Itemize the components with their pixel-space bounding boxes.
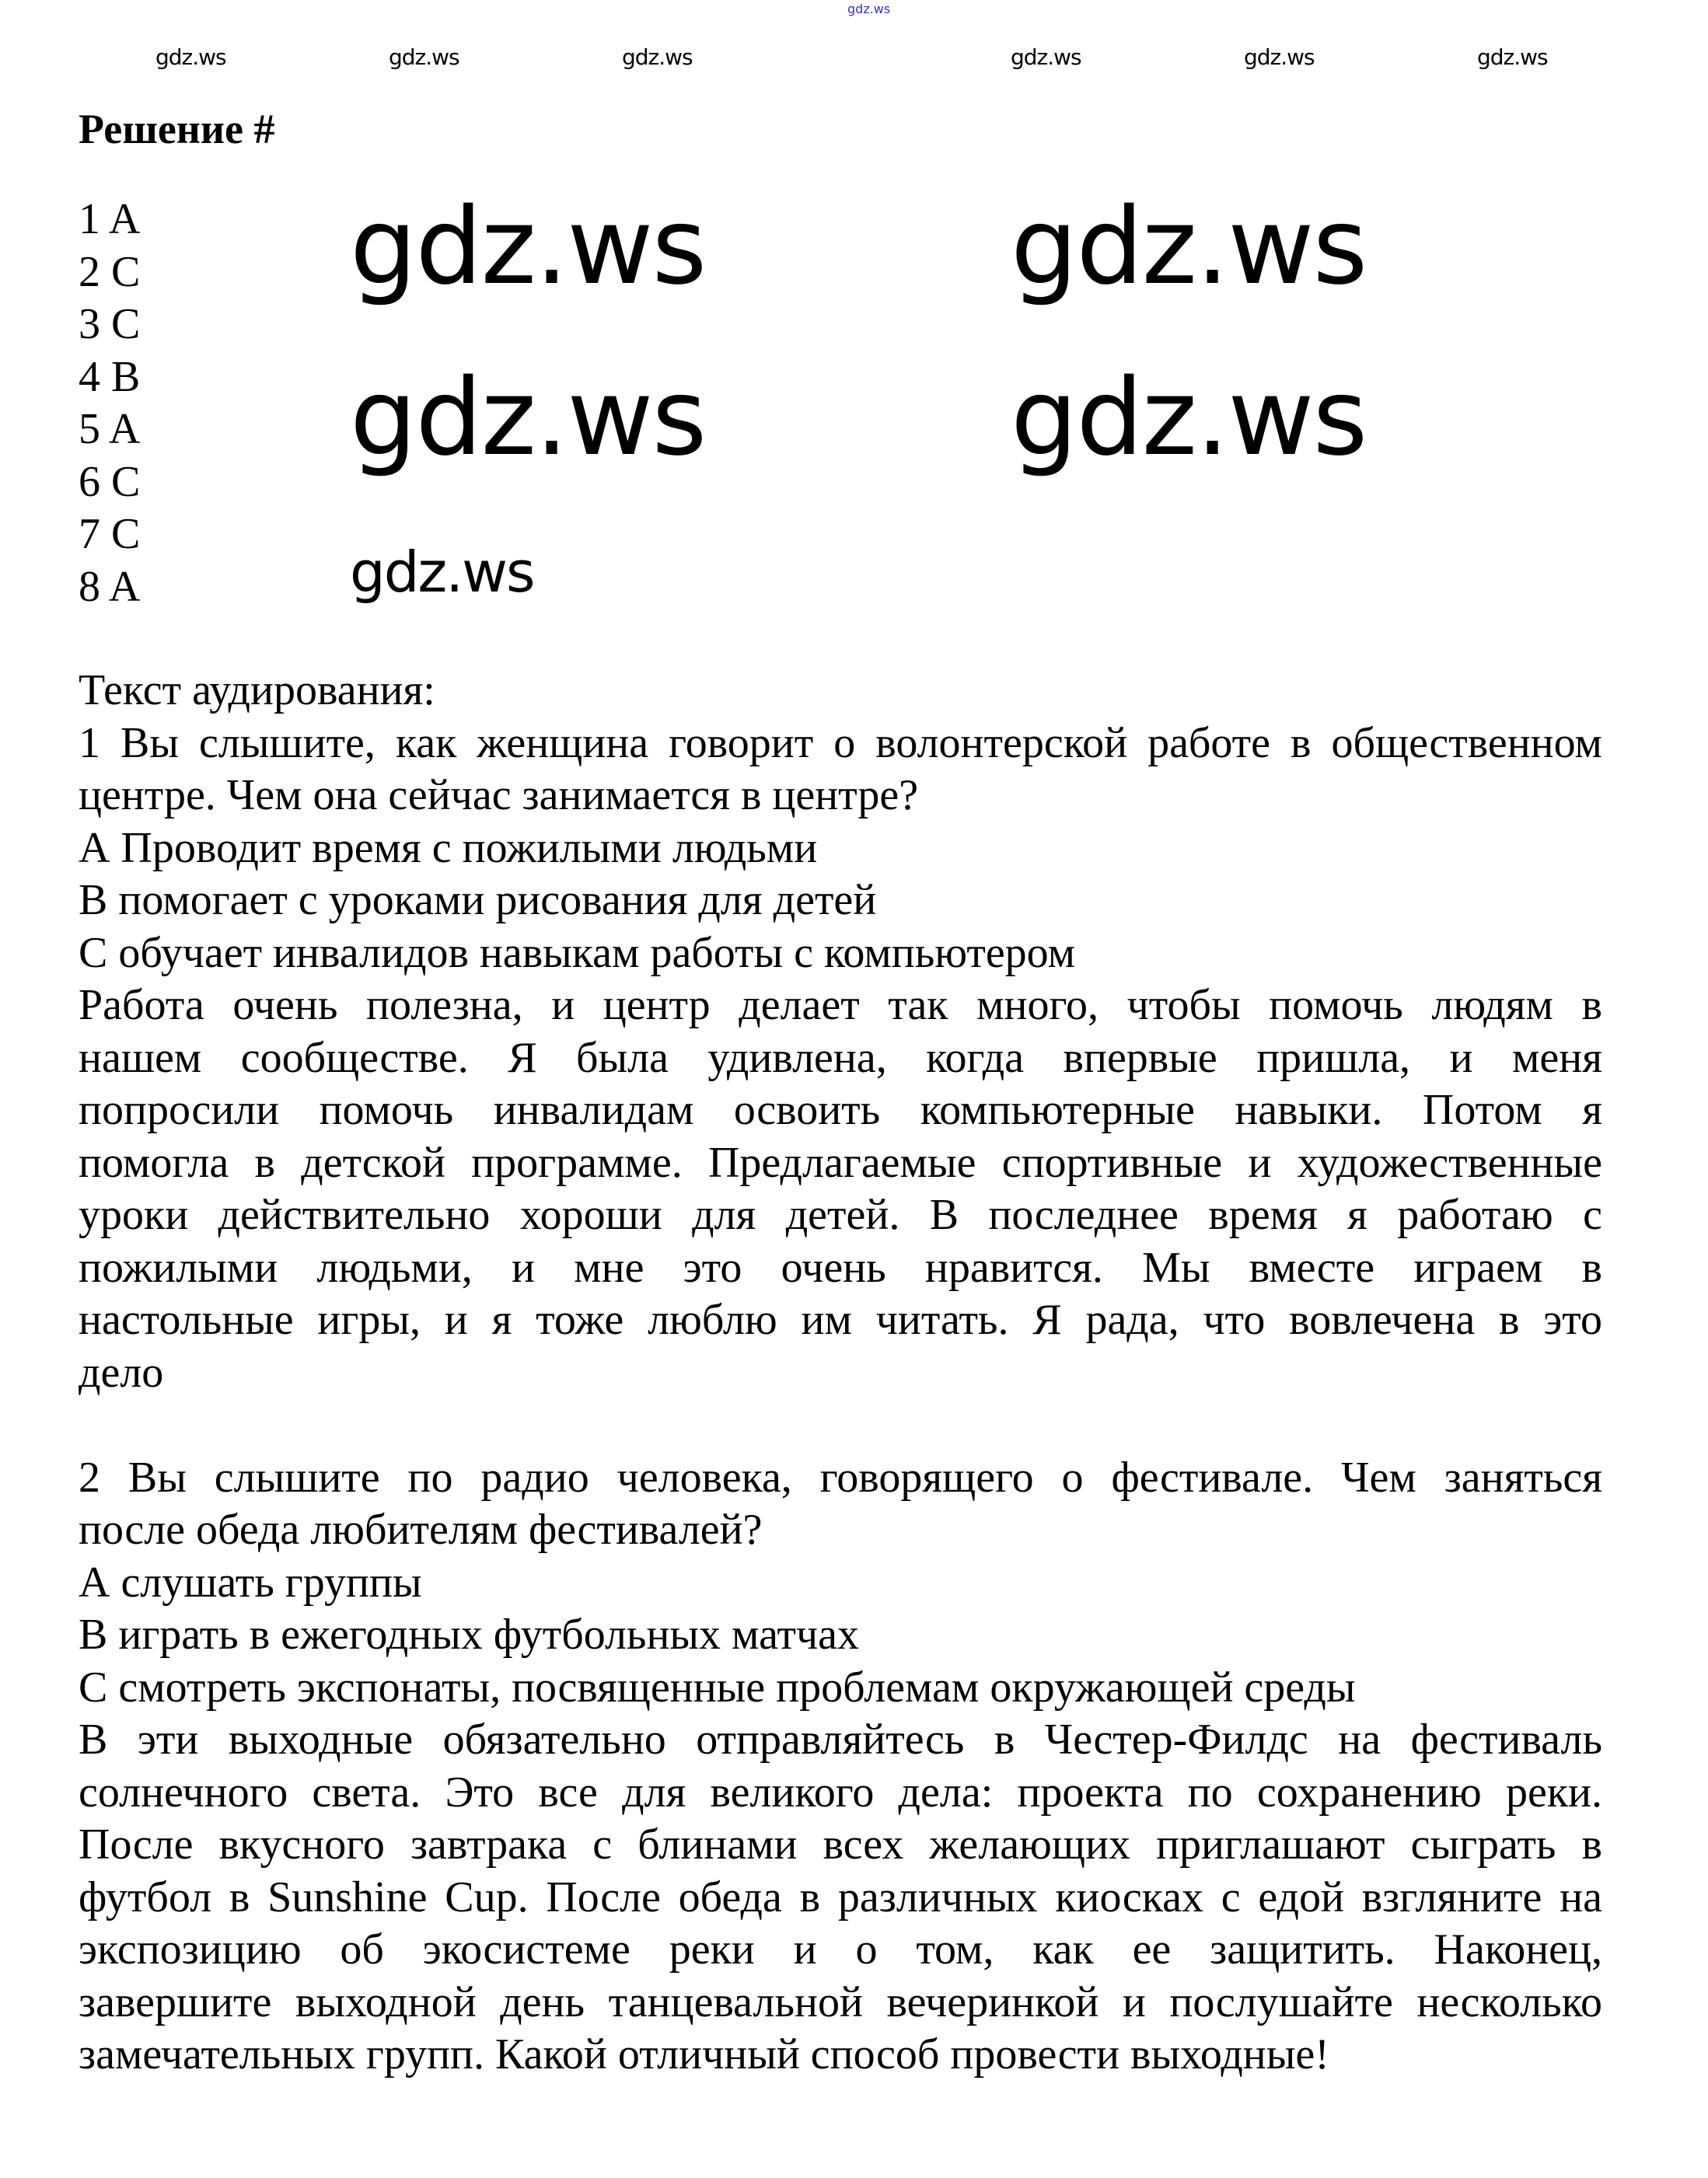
transcript-line: футбол в Sunshine Cup. После обеда в различных киосках с едой взгляните на [79,1873,1602,1921]
transcript-line: попросили помочь инвалидам освоить компьютерные навыки. Потом я [79,1086,1602,1134]
answer-item: 8 A [79,562,141,611]
answer-item: 6 C [79,457,141,506]
watermark: gdz.ws [350,539,534,605]
watermark-small: gdz.ws [389,44,459,70]
watermark: gdz.ws [350,357,706,480]
transcript-line: после обеда любителям фестивалей? [79,1506,763,1554]
watermark-small: gdz.ws [622,44,693,70]
answer-item: 7 C [79,510,141,558]
watermark: gdz.ws [1011,186,1367,309]
listening-transcript [79,665,1602,2082]
watermark-small: gdz.ws [1244,44,1315,70]
transcript-line: Работа очень полезна, и центр делает так много, чтобы помочь людям в [79,981,1602,1029]
transcript-line: После вкусного завтрака с блинами всех желающих приглашают сыграть в [79,1820,1602,1869]
watermark-small: gdz.ws [1477,44,1548,70]
transcript-line: центре. Чем она сейчас занимается в центре? [79,771,919,819]
transcript-line: пожилыми людьми, и мне это очень нравится. Мы вместе играем в [79,1243,1602,1292]
transcript-line: уроки действительно хороши для детей. В последнее время я работаю с [79,1191,1602,1239]
transcript-line: 2 Вы слышите по радио человека, говорящего о фестивале. Чем заняться [79,1453,1602,1502]
transcript-line: помогла в детской программе. Предлагаемые спортивные и художественные [79,1138,1602,1187]
answer-item: 3 C [79,300,141,348]
answer-item: 2 C [79,247,141,296]
transcript-line: С обучает инвалидов навыкам работы с компьютером [79,928,1076,977]
transcript-line: настольные игры, и я тоже люблю им читать. Я рада, что вовлечена в это [79,1296,1602,1344]
transcript-line: С смотреть экспонаты, посвященные проблемам окружающей среды [79,1663,1356,1712]
watermark-small: gdz.ws [155,44,226,70]
transcript-line: В эти выходные обязательно отправляйтесь в Честер-Филдс на фестиваль [79,1716,1602,1764]
transcript-line: Текст аудирования: [79,666,435,714]
transcript-line: дело [79,1348,164,1397]
transcript-line: А слушать группы [79,1558,422,1607]
answer-item: 5 A [79,405,141,453]
answer-item: 1 A [79,195,141,243]
blank-line [79,1399,1602,1452]
watermark: gdz.ws [1011,357,1367,480]
answer-item: 4 B [79,352,141,401]
answer-list [79,194,140,613]
solution-heading: Решение # [79,106,275,152]
transcript-line: солнечного света. Это все для великого дела: проекта по сохранению реки. [79,1768,1602,1817]
watermark: gdz.ws [350,186,706,309]
transcript-line: В играть в ежегодных футбольных матчах [79,1611,860,1659]
transcript-line: В помогает с уроками рисования для детей [79,876,877,924]
watermark-small: gdz.ws [1011,44,1081,70]
transcript-line: А Проводит время с пожилыми людьми [79,823,818,872]
transcript-line: нашем сообществе. Я была удивлена, когда впервые пришла, и меня [79,1033,1602,1082]
transcript-line: 1 Вы слышите, как женщина говорит о волонтерской работе в общественном [79,718,1602,767]
transcript-line: замечательных групп. Какой отличный способ провести выходные! [79,2030,1329,2079]
watermark-top: gdz.ws [847,2,891,16]
transcript-line: завершите выходной день танцевальной вечеринкой и послушайте несколько [79,1977,1602,2026]
transcript-line: экспозицию об экосистеме реки и о том, как ее защитить. Наконец, [79,1925,1602,1974]
